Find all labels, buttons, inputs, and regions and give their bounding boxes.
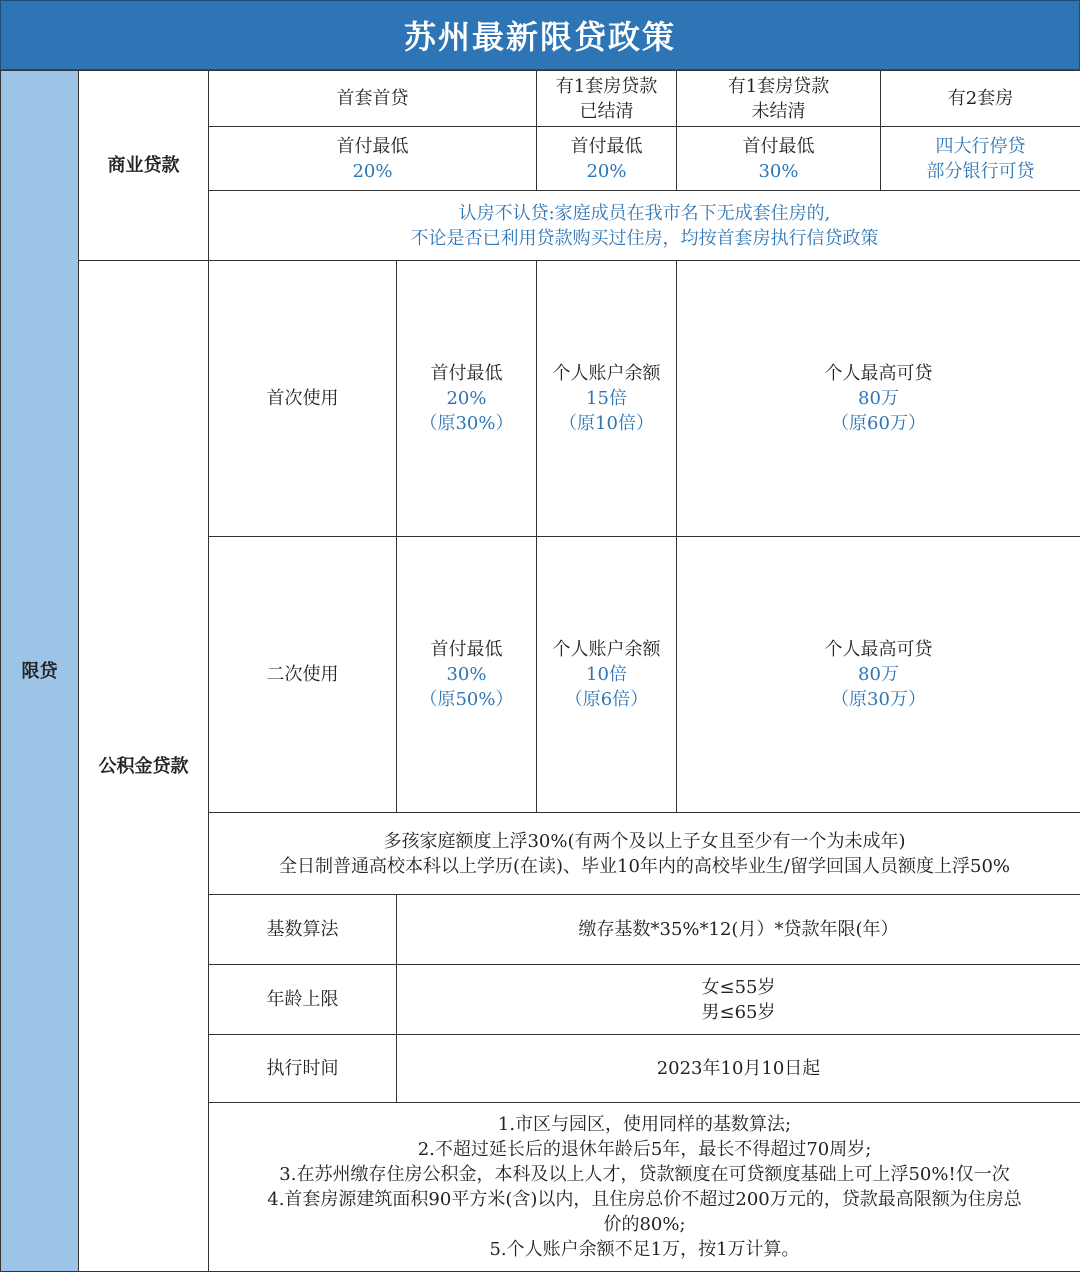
fund-first-balance-multiple: 个人账户余额 15倍 （原10倍） — [537, 261, 677, 537]
fund-effective-value: 2023年10月10日起 — [397, 1035, 1080, 1103]
fund-age-label: 年龄上限 — [209, 965, 397, 1035]
fund-effective-label: 执行时间 — [209, 1035, 397, 1103]
commercial-label: 商业贷款 — [108, 155, 180, 176]
fund-second-use-label: 二次使用 — [209, 537, 397, 813]
fund-first-use-label: 首次使用 — [209, 261, 397, 537]
fund-formula-label: 基数算法 — [209, 895, 397, 965]
commercial-first-home-value: 首付最低 20% — [209, 127, 537, 191]
header-first-home: 首套首贷 — [209, 71, 537, 127]
policy-table — [0, 70, 1080, 1272]
fund-bonus-note: 多孩家庭额度上浮30%(有两个及以上子女且至少有一个为未成年) 全日制普通高校本科以上学历(在读)、毕业10年内的高校毕业生/留学回国人员额度上浮50% — [209, 813, 1080, 895]
commercial-label-cell — [79, 71, 209, 261]
fund-label: 公积金贷款 — [99, 756, 189, 777]
fund-first-use-row — [1, 261, 1080, 537]
page-title: 苏州最新限贷政策 — [0, 0, 1080, 70]
fund-second-down-payment: 首付最低 30% （原50%） — [397, 537, 537, 813]
commercial-header-row — [1, 71, 1080, 127]
fund-notes: 1.市区与园区，使用同样的基数算法; 2.不超过延长后的退休年龄后5年，最长不得超过70周岁; 3.在苏州缴存住房公积金，本科及以上人才，贷款额度在可贷额度基础上可上浮50%!仅一次 4.首套房源建筑面积90平方米(含)以内，且住房总价不超过200万元的，贷款最高限额为住房总 价的80%; 5.个人账户余额不足1万，按1万计算。 — [209, 1103, 1080, 1272]
header-two-homes: 有2套房 — [881, 71, 1080, 127]
commercial-one-home-unpaid-value: 首付最低 30% — [677, 127, 881, 191]
commercial-two-homes-value: 四大行停贷 部分银行可贷 — [881, 127, 1080, 191]
header-one-home-paid: 有1套房贷款 已结清 — [537, 71, 677, 127]
commercial-one-home-paid-value: 首付最低 20% — [537, 127, 677, 191]
fund-age-value: 女≤55岁 男≤65岁 — [397, 965, 1080, 1035]
fund-formula-value: 缴存基数*35%*12(月）*贷款年限(年） — [397, 895, 1080, 965]
fund-first-down-payment: 首付最低 20% （原30%） — [397, 261, 537, 537]
side-label: 限贷 — [22, 661, 58, 682]
commercial-note: 认房不认贷:家庭成员在我市名下无成套住房的, 不论是否已利用贷款购买过住房，均按首套房执行信贷政策 — [209, 191, 1080, 261]
fund-second-balance-multiple: 个人账户余额 10倍 （原6倍） — [537, 537, 677, 813]
header-one-home-unpaid: 有1套房贷款 未结清 — [677, 71, 881, 127]
side-label-cell — [1, 71, 79, 1272]
fund-second-personal-max: 个人最高可贷 80万 （原30万） — [677, 537, 1080, 813]
fund-label-cell — [79, 261, 209, 1272]
fund-first-personal-max: 个人最高可贷 80万 （原60万） — [677, 261, 1080, 537]
